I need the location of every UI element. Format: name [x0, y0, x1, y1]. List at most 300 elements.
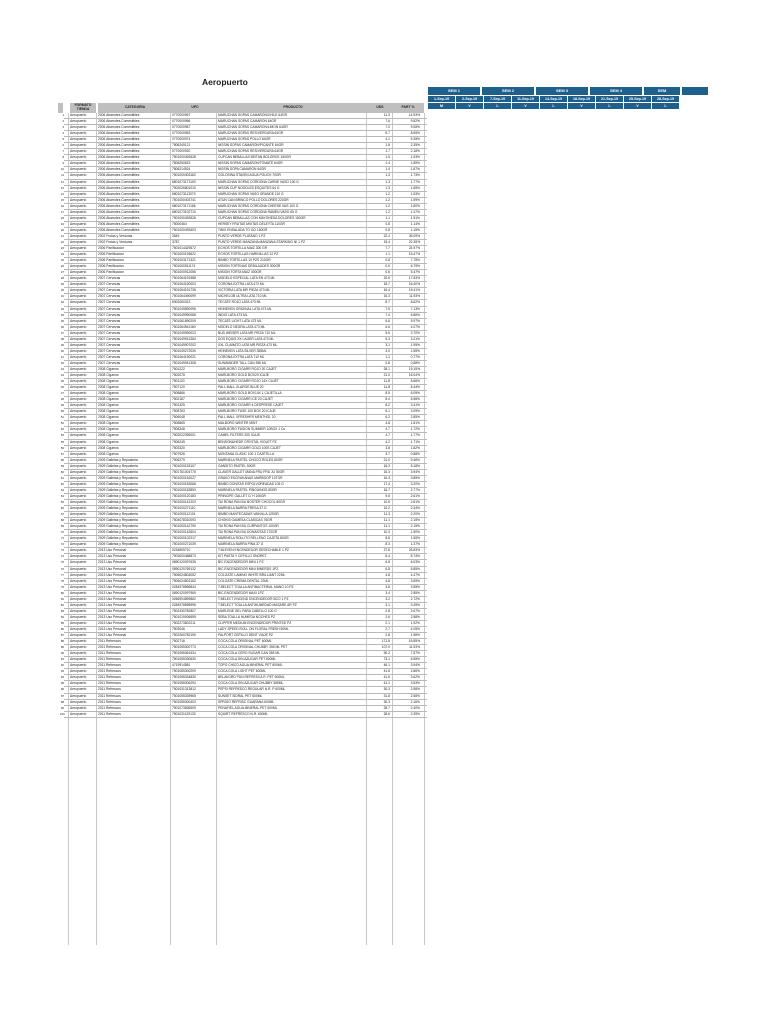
row-producto: NISSIN SOPAS CAMARON/PICANTE 64GR: [218, 143, 284, 148]
row-number: 8: [62, 155, 64, 160]
row-producto: MARINELA PASTEL PINGUINOS 80GR: [218, 487, 277, 492]
row-part: 0.88%: [410, 451, 420, 456]
row-formato: Aeropuerto: [70, 512, 87, 517]
row-part: 1.72%: [410, 427, 420, 432]
row-categoria: 2007 Cervezas: [98, 336, 121, 341]
row-upc: 3549: [172, 233, 180, 238]
row-formato: Aeropuerto: [70, 518, 87, 523]
row-number: 38: [60, 336, 64, 341]
header-uds: UDS: [368, 103, 392, 113]
row-uds: 20.6: [383, 276, 390, 281]
row-uds: 11.8: [383, 379, 390, 384]
row-uds: 22.4: [383, 233, 390, 238]
row-part: 6.79%: [410, 264, 420, 269]
row-number: 19: [60, 221, 64, 226]
row-part: 1.53%: [410, 191, 420, 196]
row-number: 75: [60, 560, 64, 565]
row-formato: Aeropuerto: [70, 318, 87, 323]
row-formato: Aeropuerto: [70, 125, 87, 130]
row-producto: CLAVER GALLET MANA FRU FRU JU 50GR: [218, 469, 285, 474]
row-part: 1.15%: [410, 227, 420, 232]
day-header: L: [540, 103, 567, 109]
row-part: 3.62%: [410, 675, 420, 680]
row-formato: Aeropuerto: [70, 608, 87, 613]
row-uds: 1.1: [385, 354, 390, 359]
row-formato: Aeropuerto: [70, 705, 87, 710]
row-part: 7.75%: [410, 258, 420, 263]
row-categoria: 2011 Refrescos: [98, 657, 121, 662]
row-number: 18: [60, 215, 64, 220]
page-title: Aeropuerto: [202, 77, 248, 87]
row-producto: SUNSET SIDRAL PET 600ML: [218, 693, 263, 698]
row-upc: 7506245: [172, 439, 185, 444]
row-formato: Aeropuerto: [70, 463, 87, 468]
row-formato: Aeropuerto: [70, 342, 87, 347]
row-producto: TAI RONA PAN BU CURPANTOS 100GR: [218, 524, 279, 529]
row-formato: Aeropuerto: [70, 560, 87, 565]
header-upc: UPC: [172, 103, 218, 113]
row-number: 6: [62, 143, 64, 148]
row-producto: MARINELA BARRA FRESA 37 G: [218, 506, 267, 511]
row-number: 59: [60, 463, 64, 468]
row-categoria: 2009 Galletas y Reposteria: [98, 463, 138, 468]
row-upc: 7501055339965: [172, 693, 196, 698]
row-number: 41: [60, 354, 64, 359]
row-upc: 7501000153068: [172, 481, 196, 486]
row-part: 2.35%: [410, 143, 420, 148]
row-producto: CUPCAN BEBALLAS BEITAN BOLOROS 150GR: [218, 155, 291, 160]
row-producto: HEINEKEN LATA SILVER 355ML: [218, 348, 267, 353]
row-part: 5.18%: [410, 463, 420, 468]
row-upc: 7501000911174: [172, 264, 196, 269]
row-number: 83: [60, 608, 64, 613]
row-uds: 3.8: [385, 584, 390, 589]
row-upc: 0770000967: [172, 113, 191, 117]
row-upc: 7507926: [172, 451, 185, 456]
row-categoria: 2009 Galletas y Reposteria: [98, 475, 138, 480]
row-upc: 7504078310093: [172, 518, 196, 523]
row-producto: GOLOSINA STAVEN AGUA POUCH 70GR: [218, 173, 281, 178]
row-producto: COCA COLA ORIGINAL CHUBBY 355 ML PET: [218, 645, 288, 650]
row-upc: 7501000193622: [172, 252, 196, 257]
row-part: 16.40%: [408, 282, 420, 287]
row-categoria: 2009 Galletas y Reposteria: [98, 524, 138, 529]
row-part: 2.98%: [410, 687, 420, 692]
row-part: 3.94%: [410, 469, 420, 474]
row-formato: Aeropuerto: [70, 451, 87, 456]
row-producto: MICHELOB ULTRA LATA 710 ML: [218, 294, 267, 299]
row-categoria: 2007 Cervezas: [98, 294, 121, 299]
row-part: 1.59%: [410, 197, 420, 202]
row-uds: 73.1: [383, 657, 390, 662]
row-part: 4.47%: [410, 572, 420, 577]
row-categoria: 2008 Cigarros: [98, 451, 119, 456]
row-formato: Aeropuerto: [70, 602, 87, 607]
row-part: 1.87%: [410, 167, 420, 172]
row-upc: 7501064490099: [172, 294, 196, 299]
row-part: 2.40%: [410, 705, 420, 710]
row-producto: T.BLEVEN ENCENDEDOR DESECHABLE 1 PZ: [218, 548, 289, 553]
row-part: 9.08%: [410, 125, 420, 130]
row-producto: BENSON&HEDE CRYSTAL VIOLET PZ: [218, 439, 277, 444]
row-number: 66: [60, 506, 64, 511]
row-categoria: 2006 Abarrotes Comestibles: [98, 221, 140, 226]
row-part: 2.58%: [410, 614, 420, 619]
row-producto: MARUCHAN SOPAS CAMARON/CHILE 64GR: [218, 113, 288, 117]
row-upc: 7501031313812: [172, 687, 196, 692]
row-part: 3.49%: [410, 602, 420, 607]
row-categoria: 2011 Refrescos: [98, 645, 121, 650]
row-upc: 7501049941308: [172, 360, 196, 365]
row-number: 48: [60, 397, 64, 402]
row-uds: 8.8: [385, 536, 390, 541]
row-categoria: 2006 Panificacion: [98, 246, 125, 251]
row-uds: 0.8: [385, 221, 390, 226]
row-producto: NISSIN SOPA CAMARON 64GR: [218, 167, 266, 172]
row-formato: Aeropuerto: [70, 354, 87, 359]
row-uds: 4.8: [385, 421, 390, 426]
row-uds: 30.3: [383, 699, 390, 704]
row-formato: Aeropuerto: [70, 300, 87, 305]
date-header: 18-Sep-19: [568, 96, 595, 102]
row-uds: 18.7: [383, 282, 390, 287]
row-upc: 7501055334830: [172, 675, 196, 680]
row-upc: 7501055300773: [172, 645, 196, 650]
row-categoria: 2013 Uso Personal: [98, 590, 127, 595]
row-uds: 21.0: [383, 457, 390, 462]
row-uds: 1.3: [385, 179, 390, 184]
row-upc: 7501000142203: [172, 500, 196, 504]
row-formato: Aeropuerto: [70, 693, 87, 698]
row-number: 53: [60, 427, 64, 432]
row-number: 77: [60, 572, 64, 577]
row-formato: Aeropuerto: [70, 324, 87, 329]
row-number: 98: [60, 699, 64, 704]
row-producto: XXL CLAMATO LATA MR PIEZA 473 ML: [218, 342, 278, 347]
row-part: 2.34%: [410, 506, 420, 511]
row-uds: 1.4: [385, 161, 390, 166]
row-part: 2.16%: [410, 699, 420, 704]
date-header: 11-Sep-19: [512, 96, 539, 102]
row-producto: PALL MALL XLARGE BLUE 20: [218, 385, 264, 390]
row-formato: Aeropuerto: [70, 137, 87, 142]
row-formato: Aeropuerto: [70, 173, 87, 178]
row-categoria: 2008 Cigarros: [98, 421, 119, 426]
row-upc: 7503046: [172, 626, 185, 631]
row-producto: MODELO NEGRA LATA 473 ML: [218, 324, 266, 329]
row-categoria: 2007 Cervezas: [98, 330, 121, 335]
row-producto: PUNTO VERDE PLATANO 1 PZ: [218, 233, 266, 238]
row-formato: Aeropuerto: [70, 584, 87, 589]
row-upc: 6801073102710: [172, 209, 196, 214]
row-formato: Aeropuerto: [70, 119, 87, 124]
row-upc: 7501000403162: [172, 173, 196, 178]
row-part: 8.44%: [410, 385, 420, 390]
row-formato: Aeropuerto: [70, 681, 87, 686]
row-producto: LADY SPEED ROLL ON FLORAL FRESH 50ML: [218, 626, 289, 631]
row-categoria: 2009 Galletas y Reposteria: [98, 481, 138, 486]
row-upc: 7508763: [172, 409, 185, 414]
row-categoria: 2006 Panificacion: [98, 252, 125, 257]
row-categoria: 2006 Abarrotes Comestibles: [98, 149, 140, 154]
row-number: 33: [60, 306, 64, 311]
row-number: 93: [60, 669, 64, 674]
row-categoria: 2008 Cigarros: [98, 366, 119, 371]
row-producto: MARLBORO GOLD BOX14X 1 CAJETILLA: [218, 391, 282, 396]
row-producto: T.BELECT TOALLA ANTIBACTERIAL MANO 10 PZ: [218, 584, 294, 589]
row-upc: 7507120: [172, 385, 185, 390]
row-number: 34: [60, 312, 64, 317]
row-formato: Aeropuerto: [70, 469, 87, 474]
row-part: 1.60%: [410, 203, 420, 208]
header-num: [58, 103, 63, 113]
row-categoria: 2007 Cervezas: [98, 306, 121, 311]
row-uds: 0.6: [385, 270, 390, 275]
row-part: 3.94%: [410, 663, 420, 668]
row-uds: 3.0: [385, 348, 390, 353]
row-producto: MARLBORO CIGARR ROJO 20 CAJET: [218, 366, 277, 371]
row-producto: COLGATE LAMINO WHITE BRILLIANT 22ML: [218, 572, 286, 577]
row-upc: 7506024803162: [172, 578, 196, 583]
row-number: 80: [60, 590, 64, 595]
week-header: SEM 4: [590, 87, 642, 95]
row-part: 2.61%: [410, 500, 420, 504]
row-uds: 7.7: [385, 246, 390, 251]
row-producto: CORONA EXTRA LATA 710 ML: [218, 354, 265, 359]
row-part: 1.96%: [410, 633, 420, 638]
row-formato: Aeropuerto: [70, 336, 87, 341]
row-upc: 7501000492628: [172, 155, 196, 160]
row-upc: 7501064190003: [172, 282, 196, 287]
row-part: 14.93%: [408, 113, 420, 117]
date-header: 7-Sep-19: [484, 96, 511, 102]
row-producto: CORONA EXTRA LATA 473 ML: [218, 282, 265, 287]
row-producto: MARUCHAN SOPAS CORDONA RAMEN VASO 65 G: [218, 209, 298, 214]
row-formato: Aeropuerto: [70, 639, 87, 644]
row-categoria: 2008 Cigarros: [98, 433, 119, 438]
row-producto: PALPORT CEPILLO DENT VIAJE PZ: [218, 633, 273, 638]
row-formato: Aeropuerto: [70, 596, 87, 601]
row-uds: 16.4: [383, 288, 390, 293]
row-producto: COCA COLA CERO SUGAR CAN 355 ML: [218, 651, 280, 656]
row-formato: Aeropuerto: [70, 233, 87, 238]
row-part: 2.15%: [410, 524, 420, 529]
row-upc: 0770000966: [172, 119, 191, 124]
row-part: 2.35%: [410, 711, 420, 716]
header-producto: PRODUCTO: [218, 103, 368, 113]
week-header: SEM 2: [482, 87, 534, 95]
date-header: 25-Sep-19: [624, 96, 651, 102]
row-upc: 6801073171166: [172, 203, 196, 208]
row-producto: GRAVO ESCRUKANAS MARBOOP 10TGR: [218, 475, 283, 480]
row-number: 12: [60, 179, 64, 184]
row-number: 55: [60, 439, 64, 444]
row-part: 0.68%: [410, 360, 420, 365]
row-producto: BELAVORD PUN REFRESCA R. PET 600ML: [218, 675, 285, 680]
row-categoria: 2008 Cigarros: [98, 373, 119, 378]
row-categoria: 2006 Abarrotes Comestibles: [98, 161, 140, 166]
row-upc: 7806250623: [172, 161, 191, 166]
row-categoria: 2007 Cervezas: [98, 288, 121, 293]
row-formato: Aeropuerto: [70, 633, 87, 638]
row-producto: MARLBORO CIGARR ROJO 14X CAJET: [218, 379, 279, 384]
row-producto: PEPSI REFRESCO REGULAR N.R. P 600ML: [218, 687, 286, 692]
week-header: SEM: [644, 87, 680, 95]
row-part: 0.77%: [410, 354, 420, 359]
row-producto: MARLBORO CIGARR GOLD 100S CAJET: [218, 445, 281, 450]
row-producto: HEINEKEN ORIGINAL LATA 473 ML: [218, 306, 272, 311]
row-producto: CLIPPER MEDIUM ENCENDEDOR PRINTED PZ: [218, 620, 292, 625]
row-number: 92: [60, 663, 64, 668]
row-uds: 8.4: [385, 397, 390, 402]
row-part: 4.07%: [410, 324, 420, 329]
row-uds: 46.1: [383, 663, 390, 668]
row-formato: Aeropuerto: [70, 276, 87, 281]
row-categoria: 2006 Abarrotes Comestibles: [98, 113, 140, 117]
row-upc: 7806249121: [172, 143, 191, 148]
row-part: 5.47%: [410, 270, 420, 275]
row-producto: DOS EQUIS XX LAGER LATA 473 ML: [218, 336, 275, 341]
row-uds: 10.6: [383, 500, 390, 504]
row-upc: 7501000142604: [172, 530, 196, 535]
row-categoria: 2013 Uso Personal: [98, 608, 127, 613]
row-number: 76: [60, 566, 64, 571]
row-categoria: 2013 Uso Personal: [98, 626, 127, 631]
date-header: 14-Sep-19: [540, 96, 567, 102]
row-part: 3.20%: [410, 481, 420, 486]
row-categoria: 2006 Abarrotes Comestibles: [98, 215, 140, 220]
row-part: 1.85%: [410, 161, 420, 166]
row-upc: 7506865: [172, 421, 185, 426]
row-upc: 0890120097635: [172, 560, 196, 565]
row-upc: 6801073171100: [172, 179, 196, 184]
row-formato: Aeropuerto: [70, 663, 87, 668]
row-upc: 7506279: [172, 457, 185, 462]
row-categoria: 2006 Abarrotes Comestibles: [98, 203, 140, 208]
row-uds: 31.8: [383, 693, 390, 698]
row-formato: Aeropuerto: [70, 687, 87, 692]
row-upc: 7501049990023: [172, 330, 196, 335]
row-upc: 0770000974: [172, 137, 191, 142]
row-uds: 0.8: [385, 360, 390, 365]
row-formato: Aeropuerto: [70, 264, 87, 269]
header-part: PART %: [392, 103, 424, 113]
row-producto: MARLBORO GOLD BOX20 ICAJE: [218, 373, 269, 378]
row-formato: Aeropuerto: [70, 366, 87, 371]
row-upc: 7502022395001: [172, 433, 196, 438]
row-upc: 7501000142790: [172, 524, 196, 529]
row-upc: 7501120: [172, 379, 185, 384]
row-formato: Aeropuerto: [70, 542, 87, 547]
row-number: 25: [60, 258, 64, 263]
row-categoria: 2009 Galletas y Reposteria: [98, 518, 138, 523]
row-categoria: 2011 Refrescos: [98, 699, 121, 704]
row-number: 72: [60, 542, 64, 547]
row-part: 1.77%: [410, 179, 420, 184]
row-categoria: 2008 Cigarros: [98, 427, 119, 432]
row-number: 88: [60, 639, 64, 644]
row-number: 45: [60, 379, 64, 384]
row-uds: 5.5: [385, 330, 390, 335]
row-number: 70: [60, 530, 64, 535]
row-categoria: 2009 Galletas y Reposteria: [98, 536, 138, 541]
row-part: 8.62%: [410, 300, 420, 305]
row-part: 5.97%: [410, 318, 420, 323]
row-part: 5.98%: [410, 397, 420, 402]
row-formato: Aeropuerto: [70, 548, 87, 553]
row-number: 69: [60, 524, 64, 529]
row-uds: 30.3: [383, 687, 390, 692]
row-producto: PENAFIEL AGUA MINERAL PET 600ML: [218, 705, 278, 710]
row-number: 7: [62, 149, 64, 154]
row-categoria: 2007 Cervezas: [98, 324, 121, 329]
row-part: 2.85%: [410, 590, 420, 595]
row-number: 81: [60, 596, 64, 601]
row-part: 1.65%: [410, 185, 420, 190]
row-formato: Aeropuerto: [70, 282, 87, 287]
row-part: 1.14%: [410, 221, 420, 226]
row-upc: 7501000152027: [172, 475, 196, 480]
row-upc: 7508348: [172, 427, 185, 432]
row-uds: 8.7: [385, 300, 390, 305]
row-producto: HERSEY FRUTAS MIXTAS DELEYTA 110GR: [218, 221, 285, 226]
row-producto: MARLBORO FUSION SUMMER 10BOX 1 Cu: [218, 427, 286, 432]
row-uds: 9.8: [385, 493, 390, 498]
row-uds: 16.3: [383, 294, 390, 299]
row-part: 2.85%: [410, 415, 420, 420]
row-categoria: 2008 Cigarros: [98, 391, 119, 396]
row-producto: MONTANA CLASIC 100 1 CAJETILLA: [218, 451, 275, 456]
row-producto: T.BELECT TOALLA ANTIHUMEDAD MASARE AR PZ: [218, 602, 297, 607]
row-uds: 16.3: [383, 475, 390, 480]
row-uds: 4.7: [385, 427, 390, 432]
row-formato: Aeropuerto: [70, 330, 87, 335]
row-upc: 7503320: [172, 445, 185, 450]
row-part: 2.67%: [410, 608, 420, 613]
row-part: 6.55%: [410, 657, 420, 662]
row-uds: 21.0: [383, 373, 390, 378]
row-producto: MARLENE GEL PARA CABELLO 100 G: [218, 608, 277, 613]
row-part: 6.86%: [410, 312, 420, 317]
row-producto: MARLBORO FUSE 100 BOX 20 ICAJE: [218, 409, 276, 414]
row-upc: 7501049990068: [172, 312, 196, 317]
row-uds: 6.6: [385, 318, 390, 323]
row-part: 3.55%: [410, 584, 420, 589]
row-part: 11.93%: [409, 294, 420, 299]
row-upc: 7501000271039: [172, 542, 196, 547]
row-formato: Aeropuerto: [70, 493, 87, 498]
row-part: 2.15%: [410, 518, 420, 523]
row-categoria: 2008 Cigarros: [98, 415, 119, 420]
row-producto: TAI RONA PAN BU DONAS/TAS 170GR: [218, 530, 278, 535]
row-categoria: 2006 Abarrotes Comestibles: [98, 155, 140, 160]
row-upc: 7502187: [172, 397, 185, 402]
row-number: 67: [60, 512, 64, 517]
date-header: 21-Sep-19: [596, 96, 623, 102]
row-uds: 28.1: [383, 366, 390, 371]
row-upc: 7506024804052: [172, 572, 196, 577]
row-categoria: 2013 Uso Personal: [98, 578, 127, 583]
row-formato: Aeropuerto: [70, 427, 87, 432]
row-formato: Aeropuerto: [70, 403, 87, 408]
row-formato: Aeropuerto: [70, 506, 87, 511]
row-number: 23: [60, 246, 64, 251]
row-categoria: 2007 Cervezas: [98, 360, 121, 365]
row-formato: Aeropuerto: [70, 536, 87, 541]
day-header: L: [596, 103, 623, 109]
row-formato: Aeropuerto: [70, 572, 87, 577]
row-upc: 7502430782807: [172, 608, 196, 613]
